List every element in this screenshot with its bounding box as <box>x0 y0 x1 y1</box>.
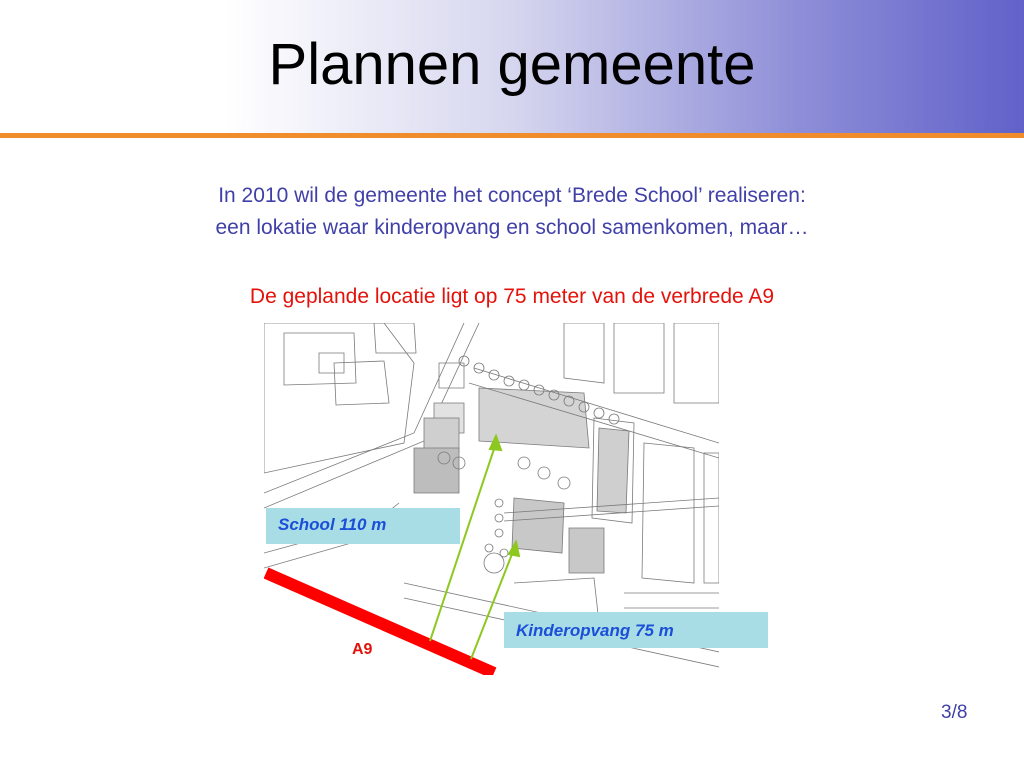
warning-text: De geplande locatie ligt op 75 meter van de verbrede A9 <box>249 285 775 308</box>
school-distance-label: School 110 m <box>266 508 460 544</box>
intro-line-1: In 2010 wil de gemeente het concept ‘Brede School’ realiseren: <box>218 184 806 207</box>
slide-title: Plannen gemeente <box>268 32 756 97</box>
a9-road-label: A9 <box>352 641 373 658</box>
page-number: 3/8 <box>941 702 968 723</box>
header-divider <box>0 133 1024 138</box>
kinderopvang-distance-label: Kinderopvang 75 m <box>504 612 768 648</box>
intro-text <box>0 180 1024 244</box>
intro-line-2: een lokatie waar kinderopvang en school samenkomen, maar… <box>215 216 809 239</box>
